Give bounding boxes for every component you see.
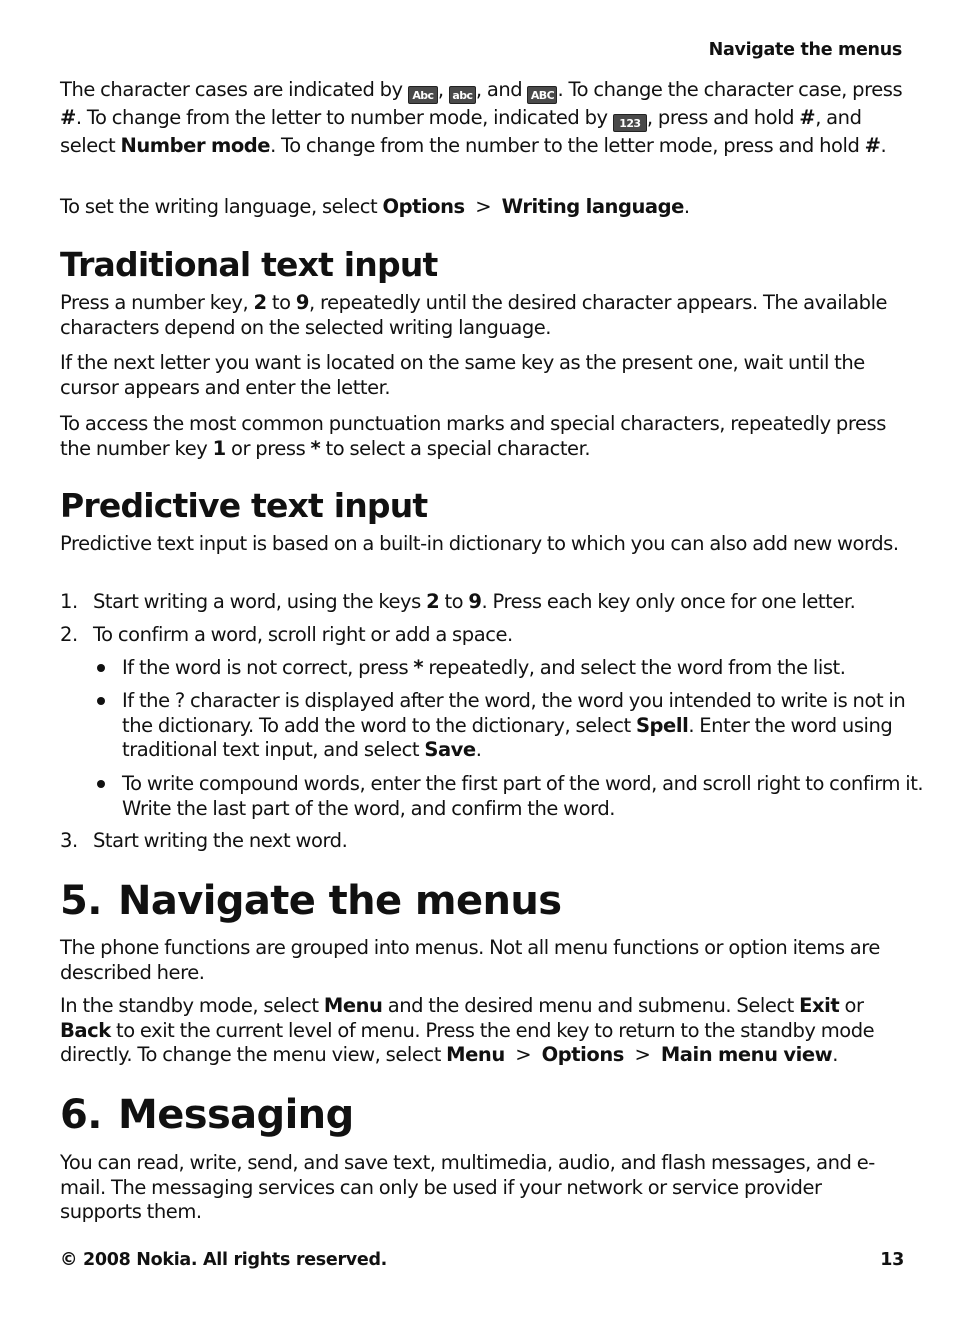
list-text: Start writing a word, using the keys 2 to 9. Press each key only once for one letter. (93, 590, 856, 613)
chapter-number: 5. (60, 878, 102, 924)
list-number: 2. (60, 623, 78, 646)
bullet-text: To write compound words, enter the first part of the word, and scroll right to confirm it. Write the last part of the word, and confirm the word. (122, 772, 924, 820)
bullet-icon (94, 772, 122, 821)
abc-lower-case-icon: abc (449, 86, 476, 104)
navigate-paragraph-2: In the standby mode, select Menu and the desired menu and submenu. Select Exit or Back to exit the current level of menu. Press the end key to return to the standby mode directly. To change the menu view, select Menu > Options > Main menu view. (60, 994, 875, 1066)
predictive-heading: Predictive text input (60, 486, 428, 525)
list-item (60, 623, 904, 648)
page-footer (60, 1250, 904, 1270)
copyright-notice: © 2008 Nokia. All rights reserved. (60, 1250, 388, 1270)
chapter-6-heading (60, 1091, 904, 1139)
page-number: 13 (880, 1250, 904, 1270)
chapter-title: Navigate the menus (118, 878, 562, 924)
messaging-paragraph: You can read, write, send, and save text, multimedia, audio, and flash messages, and e-mail. The messaging services can only be used if your network or service provider supports them. (60, 1151, 875, 1223)
intro-case-paragraph: The character cases are indicated by Abc , abc , and ABC . To change the character case, press #. To change from the letter to number mode, indicated by 123 , press and hold #, and select Number mode. To change from the number to the letter mode, press and hold #. (60, 78, 903, 157)
bullet-text: If the word is not correct, press * repeatedly, and select the word from the list. (122, 656, 846, 679)
list-text: To confirm a word, scroll right or add a space. (93, 623, 513, 646)
list-number: 1. (60, 590, 78, 613)
bullet-icon (94, 656, 122, 681)
bullet-item (60, 689, 938, 763)
bullet-icon (94, 689, 122, 763)
traditional-paragraph-2: If the next letter you want is located on the same key as the present one, wait until the cursor appears and enter the letter. (60, 351, 865, 399)
bullet-text: If the ? character is displayed after the word, the word you intended to write is not in the dictionary. To add the word to the dictionary, select Spell. Enter the word using traditional text input, and select Save. (122, 689, 906, 761)
traditional-heading: Traditional text input (60, 245, 438, 284)
list-item (60, 829, 904, 854)
bullet-item (60, 656, 938, 681)
writing-language-paragraph: To set the writing language, select Options > Writing language. (60, 195, 690, 218)
bullet-item (60, 772, 938, 821)
list-text: Start writing the next word. (93, 829, 348, 852)
list-item (60, 590, 904, 615)
list-number: 3. (60, 829, 78, 852)
number-mode-icon: 123 (613, 114, 647, 132)
traditional-paragraph-1: Press a number key, 2 to 9, repeatedly until the desired character appears. The available characters depend on the selected writing language. (60, 291, 888, 339)
abc-title-case-icon: Abc (408, 86, 438, 104)
chapter-number: 6. (60, 1092, 102, 1138)
chapter-title: Messaging (118, 1092, 354, 1138)
predictive-paragraph: Predictive text input is based on a built-in dictionary to which you can also add new words. (60, 532, 899, 555)
navigate-paragraph-1: The phone functions are grouped into menus. Not all menu functions or option items are described here. (60, 936, 880, 984)
abc-upper-case-icon: ABC (527, 86, 557, 104)
running-header: Navigate the menus (708, 40, 902, 60)
chapter-5-heading (60, 877, 904, 925)
traditional-paragraph-3: To access the most common punctuation marks and special characters, repeatedly press the number key 1 or press * to select a special character. (60, 412, 886, 460)
